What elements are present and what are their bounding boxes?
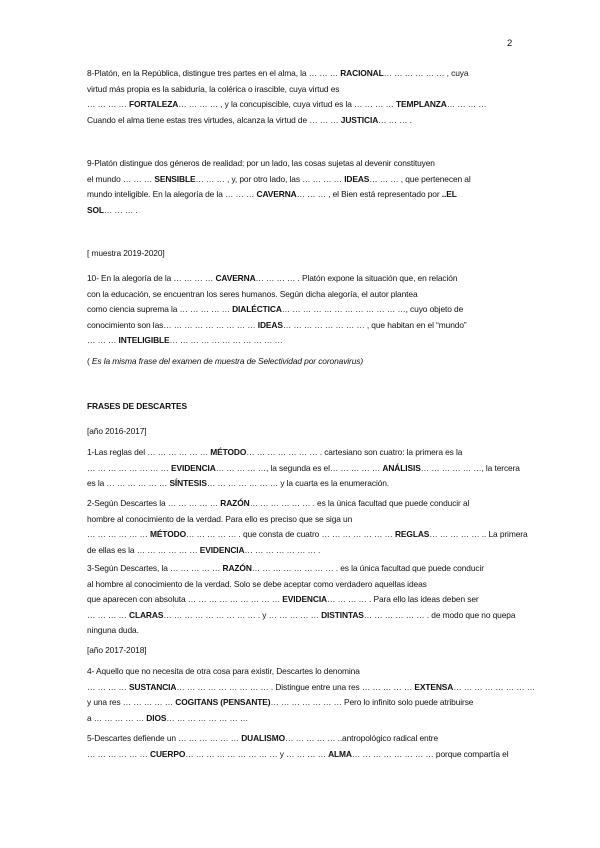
text-segment: … … … … … … … … … . Distingue entre una res … … … … … [176,681,415,692]
answer-text: FORTALEZA [129,99,179,109]
answer-text: SOL [87,204,104,215]
text-segment: a … … … … … [87,712,147,723]
answer-text: EVIDENCIA [171,462,216,473]
text-segment: … … … … … … … … [453,681,536,692]
descartes-heading [87,399,517,415]
answer-text: MÉTODO [150,529,187,539]
question-note [87,354,517,370]
text-segment: al hombre al conocimiento de la verdad. Solo se debe aceptar como verdadero aquellas ideas [87,578,427,589]
question-line [87,512,517,528]
question-line [87,156,517,172]
text-segment: … … … … … … … … porque compartía el [351,748,509,759]
question-line [87,66,517,82]
answer-text: CAVERNA [215,273,256,283]
text-segment: … … … … … … … … … . y … … … … … [163,609,322,620]
text-segment: … … … … … … … … . es la única facultad que puede conducir [251,563,484,573]
text-segment: 3-Según Descartes, la … … … … … [87,563,223,573]
text-segment: que aparecen con absoluta … … … … … … … … … [87,594,283,604]
text-segment: 9-Platón distingue dos géneros de realidad: por un lado, las cosas sujetas al devenir constituyen [87,158,435,168]
answer-text: EXTENSA [414,681,454,692]
text-segment: Cuando el alma tiene estas tres virtudes, alcanza la virtud de … … … [87,114,341,125]
question-line [87,561,517,577]
section-label: [ muestra 2019-2020] [87,248,165,258]
text-segment: … … … , que pertenecen al [369,173,471,184]
text-segment: de ellas es la … … … … … … [87,544,200,555]
answer-text: ..EL [441,189,457,199]
text-segment: … … … [87,335,119,345]
text-segment: y una res … … … … … [87,697,176,707]
text-segment: … … … … [87,681,130,692]
text-segment: … … … … … … … … … … … [169,335,283,345]
question-2 [87,496,528,558]
question-line [87,680,536,696]
answer-text: IDEAS [344,173,370,184]
text-segment: hombre al conocimiento de la verdad. Para ello es preciso que se siga un [87,513,353,524]
text-segment: … … … … … … … … [166,712,249,723]
answer-text: RAZÓN [220,498,250,508]
question-line [87,496,517,512]
answer-text: ALMA [328,748,352,759]
text-segment: como ciencia suprema la … … … … … [87,304,233,314]
answer-text: DUALISMO [241,733,286,743]
text-segment: … … … . [103,204,138,215]
question-3 [87,561,517,639]
question-8 [87,66,517,128]
text-segment: … … … … [87,99,130,109]
text-segment: 10- En la alegoría de la … … … … [87,273,216,283]
question-line [87,172,517,188]
text-segment: … … … … . Para ello las ideas deben ser [327,594,479,604]
text-segment: … … … … … .. La primera [429,529,528,539]
question-line [87,476,517,492]
question-line [87,271,517,287]
question-line [87,577,517,593]
question-line [87,187,517,203]
answer-text: DIOS [146,712,167,723]
year-label: [año 2017-2018] [87,645,147,655]
question-5 [87,731,517,762]
question-line [87,608,517,624]
year-2017-2018 [87,643,517,659]
question-line [87,97,517,113]
answer-text: INTELIGIBLE [118,335,170,345]
question-line [87,445,517,461]
text-segment: … … … … … … … … … y … … … … [185,748,329,759]
year-label: [año 2016-2017] [87,426,147,436]
text-segment: … … … … … … . es la única facultad que puede conducir al [249,498,470,508]
text-segment: mundo inteligible. En la alegoría de la … … … [87,189,257,199]
answer-text: EVIDENCIA [199,544,245,555]
question-10 [87,271,517,369]
question-line [87,333,517,349]
text-segment: … … … … , y la concupiscible, cuya virtud es la … … … … [178,99,397,109]
text-segment: … … … … … … [87,748,151,759]
answer-text: CLARAS [129,609,164,620]
question-line [87,592,517,608]
text-segment: … … … … … . que consta de cuatro … … … … … … … [186,529,395,539]
text-segment: … … … … … … … . [244,544,321,555]
answer-text: EVIDENCIA [282,594,328,604]
answer-text: TEMPLANZA [396,99,447,109]
answer-text: SENSIBLE [154,173,196,184]
answer-text: RACIONAL [340,68,384,78]
answer-text: ANÁLISIS [382,462,421,473]
text-segment: 4- Aquello que no necesita de otra cosa para existir, Descartes lo denomina [87,666,360,676]
question-line [87,203,517,219]
text-segment: … … … , y, por otro lado, las … … … … [195,173,345,184]
text-segment: … … … … … … … . cartesiano son cuatro: la primera es la [246,447,463,457]
text-segment: el mundo … … … [87,173,155,184]
text-segment: … … … … … ..antropológico radical entre [285,733,439,743]
text-segment: … … … … … … , cuya [383,68,469,78]
text-segment: ( [87,355,92,366]
question-line [87,731,517,747]
text-segment: virtud más propia es la sabiduría, la colérica o irascible, cuya virtud es [87,83,340,94]
text-segment: es la … … … … … … [87,478,170,488]
answer-text: IDEAS [257,319,283,330]
muestra-label [87,246,517,262]
question-9 [87,156,517,218]
section-heading: FRASES DE DESCARTES [87,401,188,411]
text-segment: 5-Descartes defiende un … … … … … … [87,733,242,743]
text-segment: … … … … [87,609,130,620]
text-segment: … … … … … …, la tercera [420,462,520,473]
question-line [87,543,517,559]
answer-text: SÍNTESIS [169,478,207,488]
text-segment: … … … … … … … y la cuarta es la enumeración. [206,478,390,488]
question-line [87,82,517,98]
text-segment: … … … … … … [87,529,151,539]
text-segment: … … … … … … … … … … … …, cuyo objeto de [281,304,464,314]
text-segment: … … … … [446,99,487,109]
text-segment: conocimiento son las… … … … … … … … … [87,319,258,330]
answer-text: CAVERNA [256,189,297,199]
text-segment: … … … , el Bien está representado por [296,189,442,199]
text-segment: … … … … … … . de modo que no quepa [363,609,516,620]
text-segment: 8-Platón, en la República, distingue tres partes en el alma, la … … … [87,68,341,78]
question-line [87,747,517,763]
answer-text: DISTINTAS [321,609,364,620]
question-line [87,318,517,334]
question-line [87,461,520,477]
answer-text: COGITANS (PENSANTE) [175,697,271,707]
text-segment: … … … … … … … Pero lo infinito solo puede atribuirse [270,697,474,707]
question-line [87,695,517,711]
text-segment: … … … … … … … … [87,462,172,473]
answer-text: DIALÉCTICA [232,304,282,314]
text-segment: ninguna duda. [87,625,139,635]
text-segment: con la educación, se encuentran los seres humanos. Según dicha alegoría, el autor plantea [87,288,418,299]
question-line [87,113,517,129]
page-number: 2 [507,38,513,49]
text-segment: … … … … …, la segunda es el… … … … … [215,462,383,473]
question-line [87,623,517,639]
answer-text: RAZÓN [222,563,252,573]
answer-text: SUSTANCIA [129,681,177,692]
question-line [87,302,517,318]
text-segment: … … … … … … … … , que habitan en el “mundo” [282,319,467,330]
answer-text: REGLAS [394,529,430,539]
answer-text: MÉTODO [210,447,247,457]
question-line [87,711,517,727]
answer-text: JUSTICIA [340,114,379,125]
question-4 [87,664,536,726]
question-1 [87,445,520,492]
text-segment: … … … . [378,114,412,125]
text-segment: 2-Según Descartes la … … … … … [87,498,221,508]
text-segment: 1-Las reglas del … … … … … … [87,447,211,457]
year-2016-2017 [87,424,517,440]
question-line [87,287,517,303]
question-line [87,664,517,680]
answer-text: CUERPO [150,748,186,759]
question-line [87,527,528,543]
text-segment: Es la misma frase del examen de muestra de Selectividad por coronavirus) [91,355,364,366]
text-segment: … … … … . Platón expone la situación que, en relación [255,273,458,283]
